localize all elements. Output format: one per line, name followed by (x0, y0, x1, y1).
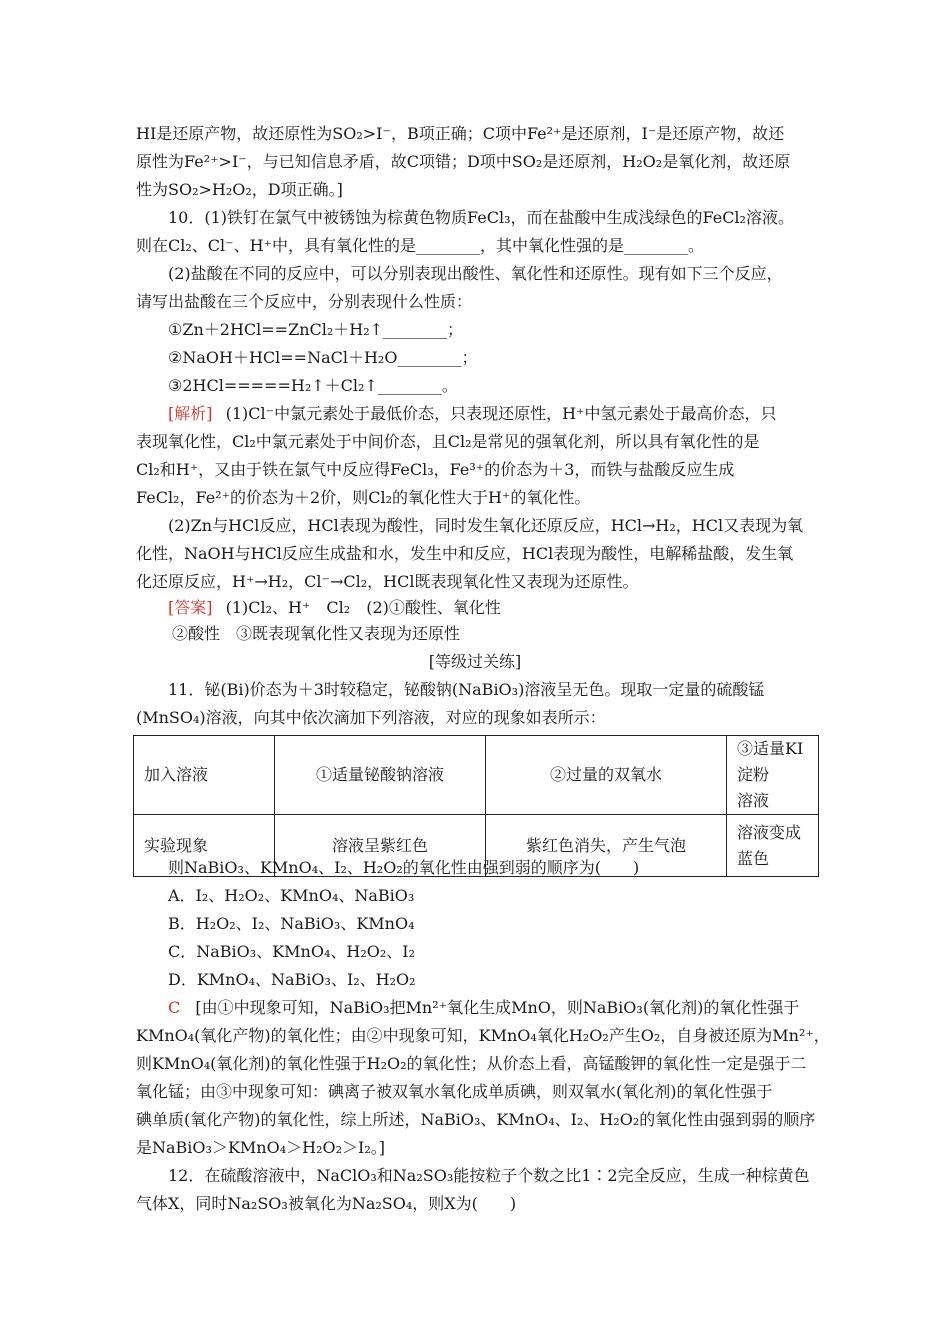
text-line: FeCl₂，Fe²⁺的价态为＋2价，则Cl₂的氧化性大于H⁺的氧化性。 (136, 488, 591, 507)
experiment-table (133, 735, 819, 877)
text-line: 氧化锰；由③中现象可知：碘离子被双氧水氧化成单质碘，则双氧水(氧化剂)的氧化性强于 (136, 1082, 773, 1101)
answer-letter: C (168, 998, 181, 1017)
reaction-2: ②NaOH＋HCl==NaCl＋H₂O________； (168, 348, 478, 367)
text-line: 原性为Fe²⁺>I⁻，与已知信息矛盾，故C项错；D项中SO₂是还原剂，H₂O₂是氧化剂，故还原 (136, 152, 791, 171)
option-d: D．KMnO₄、NaBiO₃、I₂、H₂O₂ (168, 970, 416, 989)
reaction-3: ③2HCl=====H₂↑＋Cl₂↑________。 (168, 376, 458, 395)
option-a: A．I₂、H₂O₂、KMnO₄、NaBiO₃ (168, 886, 415, 905)
text-line: 表现氧化性，Cl₂中氯元素处于中间价态，且Cl₂是常见的强氧化剂，所以具有氧化性的是 (136, 432, 760, 451)
text-line: 请写出盐酸在三个反应中，分别表现什么性质： (136, 292, 473, 311)
solution-text: [由①中现象可知，NaBiO₃把Mn²⁺氧化生成MnO，则NaBiO₃(氧化剂)的氧化性强于 (195, 998, 800, 1017)
table-cell: 加入溶液 (134, 736, 275, 815)
analysis-tag: [解析] (168, 404, 213, 423)
text-line: 则在Cl₂、Cl⁻、H⁺中，具有氧化性的是________，其中氧化性强的是________。 (136, 236, 704, 255)
text-line: Cl₂和H⁺，又由于铁在氯气中反应得FeCl₃，Fe³⁺的价态为＋3，而铁与盐酸反应生成 (136, 460, 735, 479)
option-c: C．NaBiO₃、KMnO₄、H₂O₂、I₂ (168, 942, 415, 961)
text-line: (MnSO₄)溶液，向其中依次滴加下列溶液，对应的现象如表所示： (136, 708, 606, 727)
text-line: (2)盐酸在不同的反应中，可以分别表现出酸性、氧化性和还原性。现有如下三个反应， (168, 264, 783, 283)
text-line: KMnO₄(氧化产物)的氧化性；由②中现象可知，KMnO₄氧化H₂O₂产生O₂，自身被还原为Mn²⁺， (136, 1026, 830, 1045)
text-line: 化性，NaOH与HCl反应生成盐和水，发生中和反应，HCl表现为酸性，电解稀盐酸，发生氧 (136, 544, 794, 563)
table-cell: 溶液变成蓝色 (727, 815, 819, 877)
table-row (134, 736, 819, 815)
text-line: 化还原反应，H⁺→H₂，Cl⁻→Cl₂，HCl既表现氧化性又表现为还原性。 (136, 572, 639, 591)
table-cell: 溶液呈紫红色 (275, 815, 486, 877)
option-b: B．H₂O₂、I₂、NaBiO₃、KMnO₄ (168, 914, 415, 933)
question-10: 10．(1)铁钉在氯气中被锈蚀为棕黄色物质FeCl₃，而在盐酸中生成浅绿色的FeCl₂溶液。 (168, 208, 794, 227)
text-line: 碘单质(氧化产物)的氧化性，综上所述，NaBiO₃、KMnO₄、I₂、H₂O₂的氧化性由强到弱的顺序 (136, 1110, 816, 1129)
answer-text: (1)Cl₂、H⁺ Cl₂ (2)①酸性、氧化性 (225, 598, 501, 617)
text-line: HI是还原产物，故还原性为SO₂>I⁻，B项正确；C项中Fe²⁺是还原剂，I⁻是还原产物，故还 (136, 124, 785, 143)
cell-line: 溶液 (737, 791, 770, 810)
text-line: ②酸性 ③既表现氧化性又表现为还原性 (172, 624, 461, 643)
table-cell: ①适量铋酸钠溶液 (275, 736, 486, 815)
text-line: 气体X，同时Na₂SO₃被氧化为Na₂SO₄，则X为( ) (136, 1194, 517, 1213)
table-cell: ②过量的双氧水 (486, 736, 727, 815)
section-title: [等级过关练] (428, 652, 522, 671)
table-cell: 实验现象 (134, 815, 275, 877)
cell-line: ③适量KI淀粉 (737, 739, 804, 784)
analysis-text: (1)Cl⁻中氯元素处于最低价态，只表现还原性，H⁺中氢元素处于最高价态，只 (225, 404, 777, 423)
question-12: 12．在硫酸溶液中，NaClO₃和Na₂SO₃能按粒子个数之比1∶2完全反应，生成一种棕黄色 (168, 1166, 810, 1185)
text-line: 性为SO₂>H₂O₂，D项正确。] (136, 180, 343, 199)
answer-tag: [答案] (168, 598, 213, 617)
text-line: 则KMnO₄(氧化剂)的氧化性强于H₂O₂的氧化性；从价态上看，高锰酸钾的氧化性一定是强于二 (136, 1054, 807, 1073)
solution-paragraph (168, 998, 848, 1018)
answer-paragraph (168, 598, 848, 618)
question-stem: 则NaBiO₃、KMnO₄、I₂、H₂O₂的氧化性由强到弱的顺序为( ) (168, 858, 640, 877)
analysis-paragraph (168, 404, 848, 424)
table-cell (727, 736, 819, 815)
text-line: 是NaBiO₃＞KMnO₄＞H₂O₂＞I₂。] (136, 1138, 385, 1157)
table-cell: 紫红色消失，产生气泡 (486, 815, 727, 877)
text-line: (2)Zn与HCl反应，HCl表现为酸性，同时发生氧化还原反应，HCl→H₂，HCl又表现为氧 (168, 516, 804, 535)
question-11: 11．铋(Bi)价态为＋3时较稳定，铋酸钠(NaBiO₃)溶液呈无色。现取一定量的硫酸锰 (168, 680, 765, 699)
reaction-1: ①Zn＋2HCl==ZnCl₂＋H₂↑________； (168, 320, 464, 339)
